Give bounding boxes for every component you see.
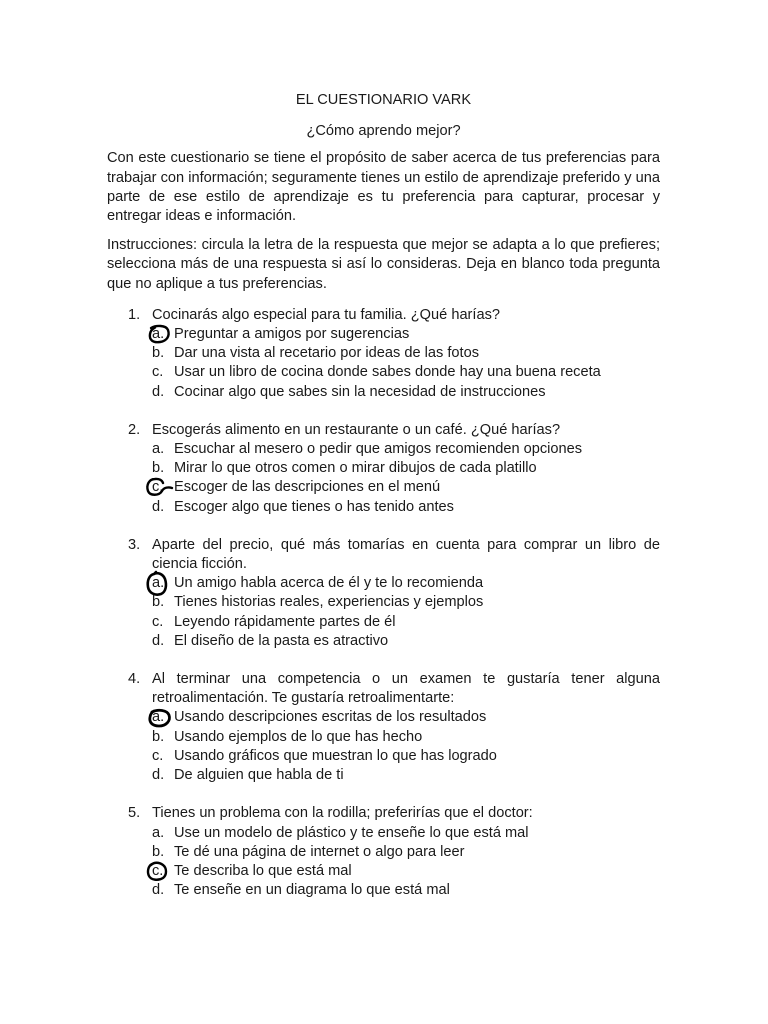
option-text: Escuchar al mesero o pedir que amigos recomienden opciones — [174, 441, 583, 458]
question-text: Al terminar una competencia o un examen te gustaría tener alguna retroalimentación. Te gustaría retroalimentarte: — [152, 671, 660, 707]
question-number: 2. — [128, 421, 141, 438]
option-c[interactable] — [152, 747, 660, 766]
option-list — [152, 574, 660, 651]
option-text: Tienes historias reales, experiencias y ejemplos — [174, 594, 484, 611]
option-letter[interactable]: b. — [152, 594, 165, 611]
option-text: De alguien que habla de ti — [174, 767, 344, 784]
option-text: Usando ejemplos de lo que has hecho — [174, 728, 423, 745]
option-list — [152, 325, 660, 402]
option-c[interactable] — [152, 478, 660, 497]
question-text: Aparte del precio, qué más tomarías en cuenta para comprar un libro de ciencia ficción. — [152, 536, 660, 573]
option-text: Dar una vista al recetario por ideas de las fotos — [174, 345, 480, 362]
instructions-paragraph: Instrucciones: circula la letra de la respuesta que mejor se adapta a lo que prefieres; selecciona más de una respuesta si así lo consideras. Deja en blanco toda pregunta que no aplique a tus preferencias. — [107, 237, 660, 292]
option-c[interactable] — [152, 613, 660, 632]
option-letter[interactable]: a. — [152, 575, 165, 592]
option-letter[interactable]: a. — [152, 441, 165, 458]
option-text: Preguntar a amigos por sugerencias — [174, 326, 410, 343]
option-d[interactable] — [152, 498, 660, 517]
document-content — [107, 91, 660, 919]
option-text: Leyendo rápidamente partes de él — [174, 613, 396, 630]
option-a[interactable] — [152, 574, 660, 593]
question-text: Cocinarás algo especial para tu familia. ¿Qué harías? — [152, 306, 500, 323]
document-title: EL CUESTIONARIO VARK — [295, 92, 472, 108]
option-letter[interactable]: b. — [152, 460, 165, 477]
option-letter[interactable]: b. — [152, 345, 165, 362]
option-letter[interactable]: d. — [152, 632, 165, 649]
option-d[interactable] — [152, 881, 660, 900]
option-b[interactable] — [152, 593, 660, 612]
option-text: Usando gráficos que muestran lo que has logrado — [174, 747, 497, 764]
option-text: Mirar lo que otros comen o mirar dibujos de cada platillo — [174, 460, 537, 477]
option-text: Use un modelo de plástico y te enseñe lo que está mal — [174, 824, 529, 841]
question-4 — [107, 670, 660, 785]
option-letter[interactable]: d. — [152, 383, 165, 400]
question-number: 4. — [128, 671, 141, 688]
option-text: Escoger de las descripciones en el menú — [174, 479, 441, 496]
option-text: Te describa lo que está mal — [174, 862, 352, 879]
option-letter[interactable]: d. — [152, 882, 165, 899]
question-list — [107, 306, 660, 900]
option-text: Escoger algo que tienes o has tenido antes — [174, 498, 454, 515]
question-number: 1. — [128, 306, 141, 323]
option-text: Te enseñe en un diagrama lo que está mal — [174, 882, 450, 899]
question-number: 3. — [128, 536, 141, 553]
intro-paragraph: Con este cuestionario se tiene el propósito de saber acerca de tus preferencias para trabajar con información; seguramente tienes un estilo de aprendizaje preferido y una parte de ese estilo de aprendizaje es tu preferencia para capturar, procesar y entregar ideas e información. — [107, 150, 660, 225]
option-letter[interactable]: d. — [152, 767, 165, 784]
option-list — [152, 440, 660, 517]
option-letter[interactable]: b. — [152, 728, 165, 745]
question-5 — [107, 804, 660, 900]
option-b[interactable] — [152, 344, 660, 363]
option-d[interactable] — [152, 632, 660, 651]
option-d[interactable] — [152, 383, 660, 402]
question-3 — [107, 536, 660, 651]
option-letter[interactable]: b. — [152, 843, 165, 860]
question-1 — [107, 306, 660, 402]
option-text: Te dé una página de internet o algo para leer — [174, 843, 465, 860]
option-list — [152, 708, 660, 785]
option-letter[interactable]: c. — [152, 479, 164, 496]
option-letter[interactable]: a. — [152, 326, 165, 343]
question-text: Tienes un problema con la rodilla; preferirías que el doctor: — [152, 805, 533, 822]
option-a[interactable] — [152, 708, 660, 727]
option-letter[interactable]: c. — [152, 862, 164, 879]
option-c[interactable] — [152, 363, 660, 382]
question-2 — [107, 421, 660, 517]
option-letter[interactable]: a. — [152, 709, 165, 726]
option-text: Cocinar algo que sabes sin la necesidad de instrucciones — [174, 383, 546, 400]
option-text: El diseño de la pasta es atractivo — [174, 632, 389, 649]
option-letter[interactable]: c. — [152, 364, 164, 381]
question-text: Escogerás alimento en un restaurante o un café. ¿Qué harías? — [152, 421, 561, 438]
option-letter[interactable]: c. — [152, 613, 164, 630]
option-text: Usar un libro de cocina donde sabes donde hay una buena receta — [174, 364, 601, 381]
document-subtitle: ¿Cómo aprendo mejor? — [306, 123, 461, 140]
option-c[interactable] — [152, 862, 660, 881]
option-letter[interactable]: d. — [152, 498, 165, 515]
option-a[interactable] — [152, 824, 660, 843]
question-number: 5. — [128, 805, 141, 822]
option-letter[interactable]: a. — [152, 824, 165, 841]
option-b[interactable] — [152, 459, 660, 478]
option-d[interactable] — [152, 766, 660, 785]
option-text: Un amigo habla acerca de él y te lo recomienda — [174, 575, 484, 592]
option-letter[interactable]: c. — [152, 747, 164, 764]
option-text: Usando descripciones escritas de los resultados — [174, 709, 487, 726]
option-a[interactable] — [152, 325, 660, 344]
option-list — [152, 824, 660, 901]
option-b[interactable] — [152, 843, 660, 862]
option-b[interactable] — [152, 728, 660, 747]
option-a[interactable] — [152, 440, 660, 459]
